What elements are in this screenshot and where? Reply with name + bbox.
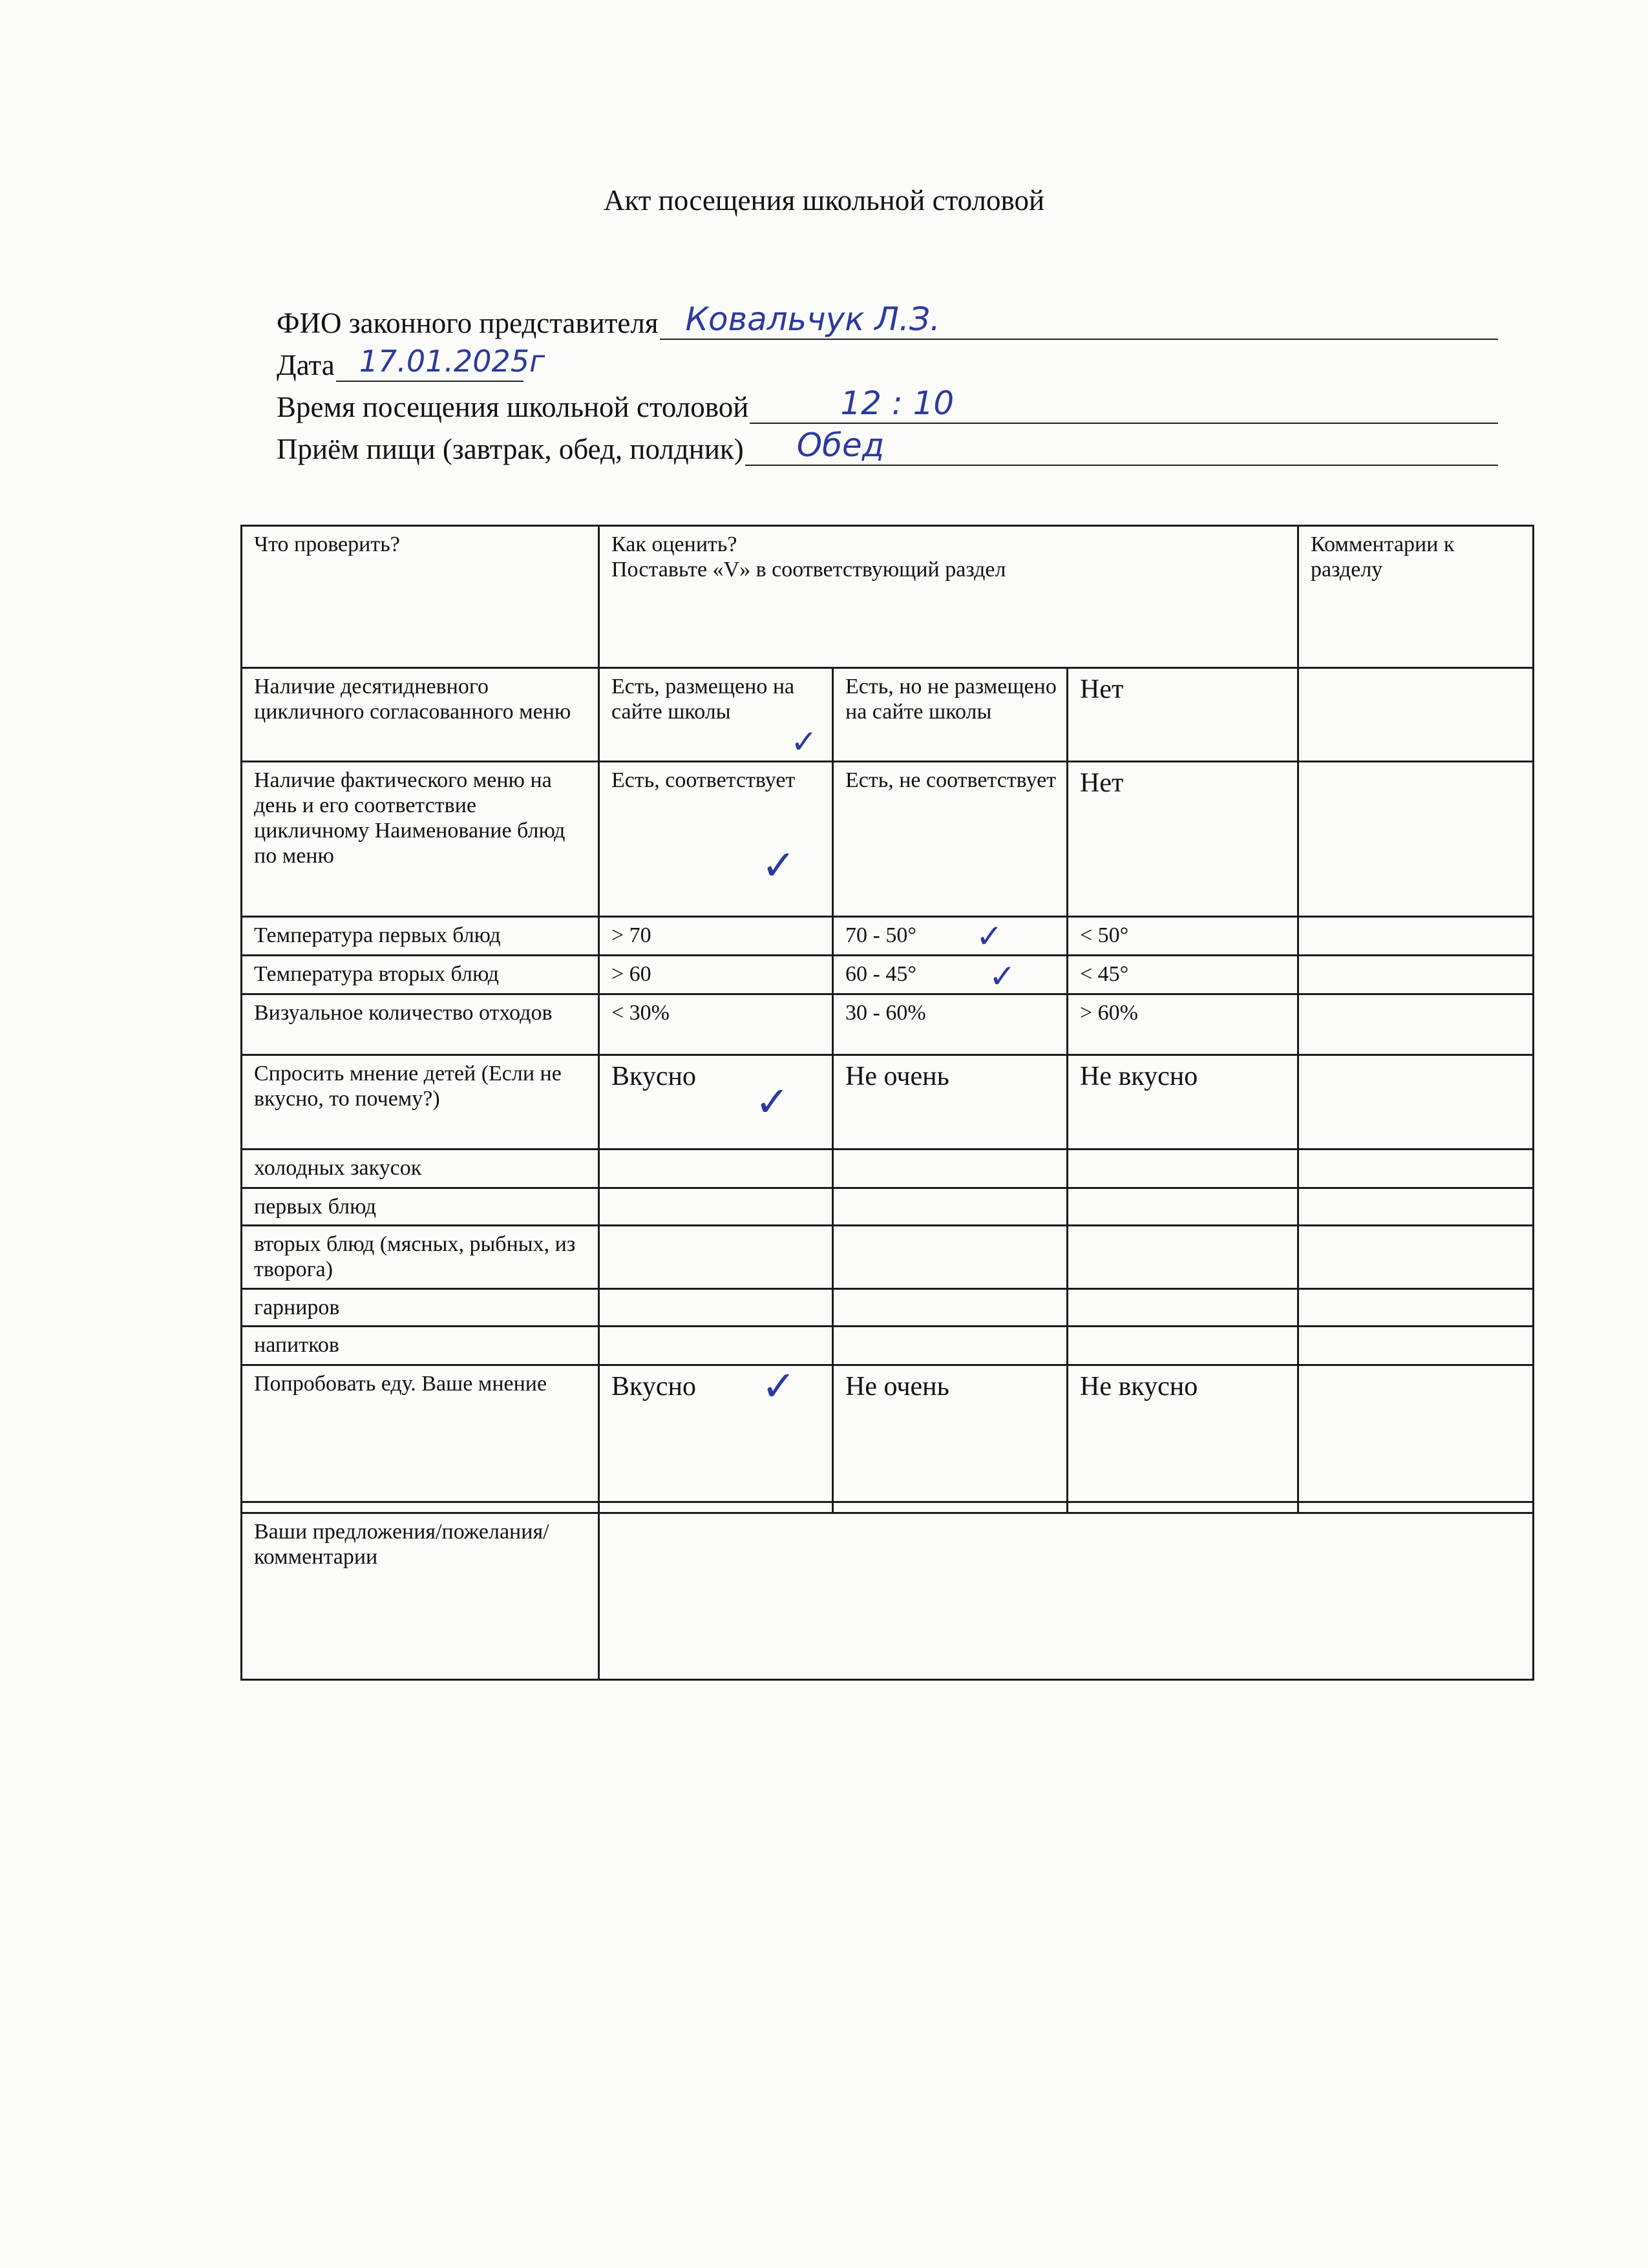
option-cell[interactable] (1068, 1055, 1298, 1150)
table-row (242, 1055, 1534, 1150)
table-row (242, 1327, 1534, 1365)
option-label: Вкусно (611, 1062, 696, 1091)
table-row (242, 1188, 1534, 1226)
option-label: Вкусно (611, 1372, 696, 1402)
option-cell[interactable] (599, 956, 833, 994)
table-row (242, 1150, 1534, 1188)
row-label: вторых блюд (мясных, рыбных, из творога) (242, 1226, 599, 1289)
option-label: Нет (1080, 675, 1124, 704)
comment-cell[interactable] (1298, 956, 1534, 994)
option-label: Не очень (845, 1372, 949, 1402)
option-label: > 60 (611, 962, 651, 986)
guardian-row (277, 300, 1498, 340)
option-cell[interactable] (833, 762, 1068, 917)
row-label: Температура вторых блюд (242, 956, 599, 994)
document-title: Акт посещения школьной столовой (603, 184, 1045, 216)
table-header-row (242, 526, 1534, 668)
meal-row (277, 426, 1498, 466)
visit-time-row (277, 384, 1498, 424)
suggestions-field[interactable] (599, 1513, 1534, 1680)
header-how-instruction: Поставьте «V» в соответствующий раздел (611, 558, 1006, 582)
option-label: Есть, но не размещено на сайте школы (845, 675, 1057, 724)
check-mark-icon: ✓ (790, 723, 818, 761)
option-cell[interactable] (1068, 956, 1298, 994)
check-mark-icon: ✓ (761, 842, 796, 890)
option-label: < 50° (1080, 923, 1129, 947)
option-cell[interactable] (599, 1226, 833, 1289)
option-label: Есть, соответствует (611, 768, 796, 792)
visitor-fields (277, 300, 1498, 472)
row-label: первых блюд (242, 1188, 599, 1226)
date-field[interactable] (336, 344, 545, 382)
option-cell[interactable] (833, 1226, 1068, 1289)
option-label: < 45° (1080, 962, 1129, 986)
check-mark-icon: ✓ (755, 1078, 790, 1126)
guardian-label: ФИО законного представителя (277, 307, 659, 339)
comment-cell[interactable] (1298, 1226, 1534, 1289)
header-how (599, 526, 1298, 668)
option-label: 30 - 60% (845, 1001, 926, 1025)
option-cell[interactable] (1068, 668, 1298, 762)
option-label: > 70 (611, 923, 651, 947)
option-label: Нет (1080, 768, 1124, 798)
option-cell[interactable] (833, 1327, 1068, 1365)
table-row (242, 762, 1534, 917)
option-label: Есть, не соответствует (845, 768, 1057, 792)
option-cell[interactable] (599, 762, 833, 917)
option-cell[interactable] (833, 994, 1068, 1055)
option-cell[interactable] (599, 1365, 833, 1502)
guardian-value: Ковальчук Л.З. (685, 300, 940, 338)
option-label: 60 - 45° (845, 962, 916, 986)
meal-label: Приём пищи (завтрак, обед, полдник) (277, 433, 744, 465)
check-mark-icon: ✓ (761, 1365, 796, 1411)
table-gap-row (242, 1502, 1534, 1513)
inspection-table (240, 525, 1534, 1681)
comment-cell[interactable] (1298, 1327, 1534, 1365)
option-cell[interactable] (833, 1055, 1068, 1150)
header-how-title: Как оценить? (611, 532, 737, 556)
option-cell[interactable] (599, 1188, 833, 1226)
option-cell[interactable] (1068, 1150, 1298, 1188)
check-mark-icon: ✓ (976, 918, 1003, 955)
option-cell[interactable] (1068, 994, 1298, 1055)
row-label: гарниров (242, 1289, 599, 1327)
table-row (242, 956, 1534, 994)
row-label: Наличие фактического меню на день и его соответствие цикличному Наименование блюд по меню (242, 762, 599, 917)
row-label: напитков (242, 1327, 599, 1365)
row-label: Попробовать еду. Ваше мнение (242, 1365, 599, 1502)
comment-cell[interactable] (1298, 1289, 1534, 1327)
comment-cell[interactable] (1298, 1150, 1534, 1188)
date-row (277, 346, 1498, 382)
option-cell[interactable] (599, 1289, 833, 1327)
option-cell[interactable] (1068, 1327, 1298, 1365)
option-cell[interactable] (833, 1365, 1068, 1502)
visit-time-label: Время посещения школьной столовой (277, 391, 749, 423)
visit-time-value: 12 : 10 (840, 384, 955, 422)
meal-value: Обед (796, 426, 885, 464)
table-row (242, 668, 1534, 762)
comment-cell[interactable] (1298, 1365, 1534, 1502)
option-cell[interactable] (1068, 1188, 1298, 1226)
comment-cell[interactable] (1298, 668, 1534, 762)
option-label: Есть, размещено на сайте школы (611, 675, 795, 724)
table-row (242, 1365, 1534, 1502)
option-label: < 30% (611, 1001, 670, 1025)
option-cell[interactable] (833, 1188, 1068, 1226)
option-cell[interactable] (599, 994, 833, 1055)
option-label: 70 - 50° (845, 923, 916, 947)
suggestions-row (242, 1513, 1534, 1680)
comment-cell[interactable] (1298, 1188, 1534, 1226)
date-value: 17.01.2025г (359, 344, 545, 379)
comment-cell[interactable] (1298, 762, 1534, 917)
option-cell[interactable] (1068, 1226, 1298, 1289)
comment-cell[interactable] (1298, 917, 1534, 956)
suggestions-label: Ваши предложения/пожелания/ комментарии (242, 1513, 599, 1680)
table-row (242, 1226, 1534, 1289)
option-label: > 60% (1080, 1001, 1138, 1025)
option-cell[interactable] (1068, 917, 1298, 956)
option-cell[interactable] (1068, 1289, 1298, 1327)
visit-time-field[interactable] (750, 384, 1498, 424)
option-cell[interactable] (833, 1289, 1068, 1327)
option-cell[interactable] (1068, 1365, 1298, 1502)
table-row (242, 994, 1534, 1055)
comment-cell[interactable] (1298, 994, 1534, 1055)
option-cell[interactable] (599, 668, 833, 762)
date-label: Дата (277, 349, 335, 381)
row-label: Спросить мнение детей (Если не вкусно, то почему?) (242, 1055, 599, 1150)
table-row (242, 917, 1534, 956)
row-label: Наличие десятидневного цикличного согласованного меню (242, 668, 599, 762)
option-cell[interactable] (833, 1150, 1068, 1188)
check-mark-icon: ✓ (989, 958, 1016, 994)
option-cell[interactable] (833, 917, 1068, 956)
row-label: Температура первых блюд (242, 917, 599, 956)
option-cell[interactable] (599, 1055, 833, 1150)
row-label: Визуальное количество отходов (242, 994, 599, 1055)
option-cell[interactable] (1068, 762, 1298, 917)
option-cell[interactable] (833, 668, 1068, 762)
meal-field[interactable] (745, 426, 1498, 466)
option-label: Не вкусно (1080, 1372, 1198, 1402)
option-cell[interactable] (833, 956, 1068, 994)
option-cell[interactable] (599, 1150, 833, 1188)
header-what: Что проверить? (242, 526, 599, 668)
table-row (242, 1289, 1534, 1327)
guardian-field[interactable] (660, 300, 1498, 340)
row-label: холодных закусок (242, 1150, 599, 1188)
option-label: Не вкусно (1080, 1062, 1198, 1091)
option-label: Не очень (845, 1062, 949, 1091)
header-comments: Комментарии к разделу (1298, 526, 1534, 668)
option-cell[interactable] (599, 917, 833, 956)
comment-cell[interactable] (1298, 1055, 1534, 1150)
option-cell[interactable] (599, 1327, 833, 1365)
